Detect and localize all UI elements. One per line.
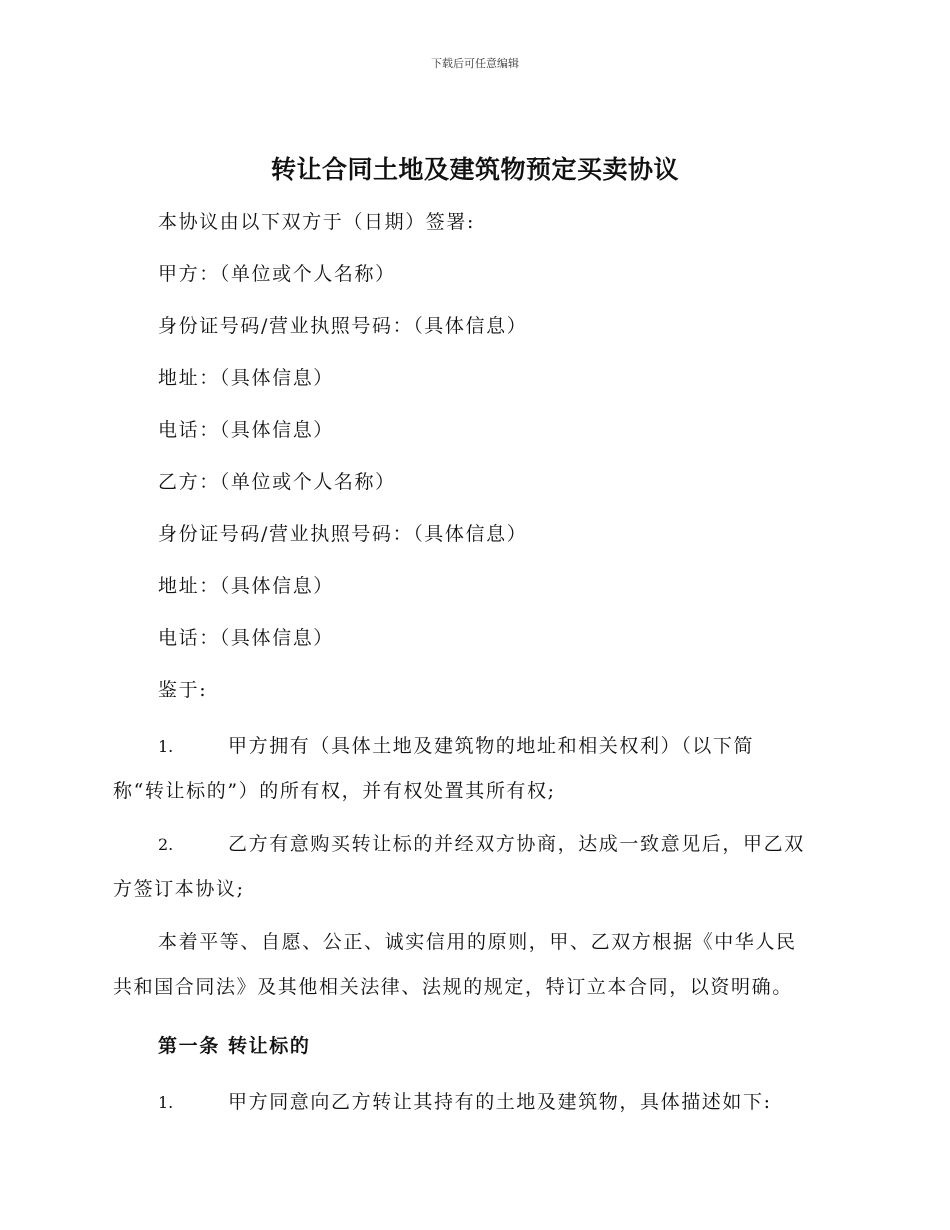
party-b-phone: 电话：（具体信息） <box>158 627 334 649</box>
item-text-continued: 称“转让标的”）的所有权，并有权处置其所有权; <box>113 780 556 802</box>
party-a-address: 地址：（具体信息） <box>158 367 334 389</box>
whereas-item <box>113 724 838 814</box>
item-text: 甲方同意向乙方转让其持有的土地及建筑物，具体描述如下: <box>228 1091 772 1113</box>
header-note: 下载后可任意编辑 <box>431 57 519 70</box>
party-a-name: 甲方：（单位或个人名称） <box>158 263 396 285</box>
item-number: 1. <box>158 1093 174 1112</box>
item-number: 1. <box>158 737 174 756</box>
party-b-name: 乙方：（单位或个人名称） <box>158 471 396 493</box>
item-text: 乙方有意购买转让标的并经双方协商，达成一致意见后，甲乙双 <box>228 833 805 855</box>
party-b-id: 身份证号码/营业执照号码：（具体信息） <box>158 523 528 545</box>
document-body <box>113 196 838 1125</box>
item-number: 2. <box>158 835 174 854</box>
party-a-id: 身份证号码/营业执照号码：（具体信息） <box>158 315 528 337</box>
whereas-item <box>113 822 838 912</box>
whereas-label: 鉴于: <box>158 679 208 701</box>
principle-paragraph: 本着平等、自愿、公正、诚实信用的原则，甲、乙双方根据《中华人民 共和国合同法》及其他相关法律、法规的规定，特订立本合同，以资明确。 <box>113 931 797 998</box>
party-b-address: 地址：（具体信息） <box>158 575 334 597</box>
item-text-continued: 方签订本协议; <box>113 878 245 900</box>
article-1-item <box>113 1080 838 1125</box>
item-text: 甲方拥有（具体土地及建筑物的地址和相关权利）（以下简 <box>228 735 755 757</box>
party-a-phone: 电话：（具体信息） <box>158 419 334 441</box>
intro-paragraph: 本协议由以下双方于（日期）签署: <box>158 211 476 233</box>
document-title: 转让合同土地及建筑物预定买卖协议 <box>270 155 679 184</box>
article-1-heading: 第一条 转让标的 <box>158 1035 311 1057</box>
